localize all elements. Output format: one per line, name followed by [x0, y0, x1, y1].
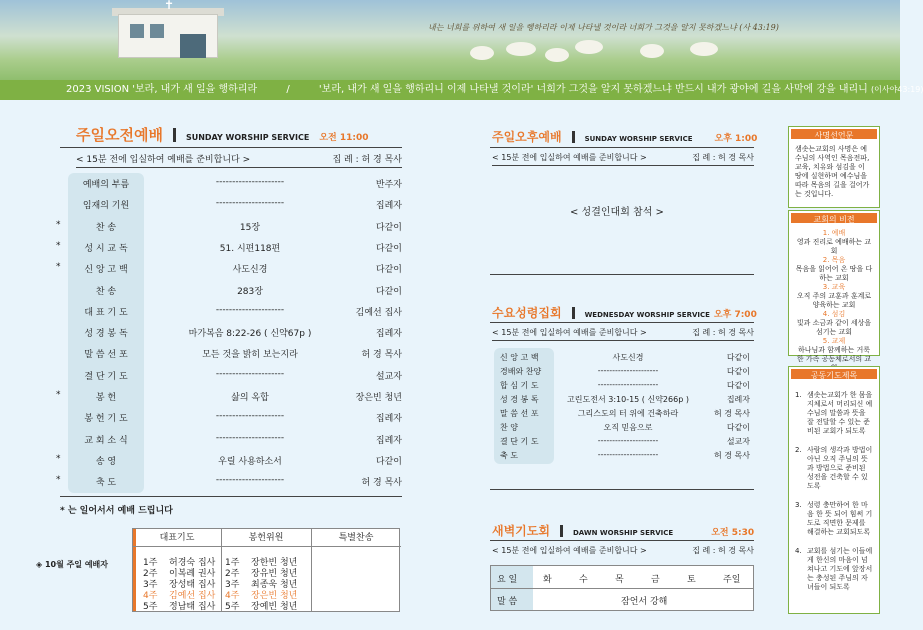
note-right: 집 례 : 허 경 목사	[692, 546, 754, 555]
divider	[490, 540, 754, 541]
order-item-leader: 설교자	[375, 371, 402, 382]
dawn-word-label: 말 씀	[497, 597, 518, 607]
monthly-label: ◈ 10월 주일 예배자	[36, 560, 109, 569]
prayer-name: 이복례 권사	[169, 569, 216, 579]
wed-item-leader: 다같이	[726, 423, 750, 432]
stand-marker: *	[56, 475, 61, 486]
wed-item-detail: ---------------------	[597, 436, 659, 445]
vision-item-text: 오직 주의 교훈과 훈계로 양육하는 교회	[796, 292, 872, 309]
order-item-detail: ---------------------	[215, 198, 285, 209]
window-icon	[150, 24, 164, 38]
order-item-leader: 허 경 목사	[361, 478, 402, 489]
order-row	[56, 322, 402, 344]
divider	[490, 147, 754, 148]
offering-name: 최종욱 청년	[251, 580, 298, 590]
sunday-am-time: 오전 11:00	[319, 133, 369, 143]
dawn-day: 토	[687, 575, 696, 585]
wed-item-detail: 오직 믿음으로	[603, 423, 653, 432]
dawn-day: 수	[579, 575, 588, 585]
order-item-detail: 사도신경	[232, 265, 268, 276]
header-banner	[0, 0, 900, 80]
offering-name: 장예빈 청년	[251, 602, 298, 612]
dawn-note	[492, 545, 754, 558]
wed-item-name: 성 경 봉 독	[500, 395, 539, 404]
sunday-pm-time: 오후 1:00	[714, 134, 758, 144]
wed-item-name: 신 앙 고 백	[500, 353, 539, 362]
order-item-detail: 15장	[239, 222, 261, 233]
order-item-name: 교 회 소 식	[84, 435, 128, 446]
banner-verse: 내는 너희를 위하여 새 일을 행하리라 이제 나타낼 것이라 너희가 그것을 알지 못하겠느냐 (사 43:19)	[428, 23, 779, 32]
title-divider	[572, 131, 575, 143]
divider	[60, 496, 402, 497]
order-item-detail: ---------------------	[215, 368, 285, 379]
sunday-am-note	[76, 152, 402, 168]
prayer-topic-num: 3.	[795, 501, 802, 509]
col-divider	[311, 529, 312, 611]
church-vision-list	[789, 225, 879, 377]
prayer-topic	[795, 501, 873, 537]
order-item-leader: 다같이	[375, 456, 402, 467]
prayer-topic-text: 샘솟는교회가 한 몸을 지체로서 머리되신 예수님의 말씀과 뜻을 잘 전달할 수 있는 준비된 교회가 되도록	[807, 391, 873, 435]
order-item-detail: 삶의 옥합	[231, 393, 269, 403]
row-divider	[491, 588, 753, 589]
note-left: < 15분 전에 입실하여 예배를 준비합니다 >	[492, 153, 647, 162]
cross-icon: ✝	[164, 0, 175, 12]
stand-marker: *	[56, 240, 61, 251]
order-item-leader: 다같이	[375, 265, 402, 276]
vision-item	[795, 310, 873, 337]
col-header-special: 특별찬송	[311, 529, 401, 547]
offering-week: 1주	[225, 558, 240, 568]
prayer-topics-list	[789, 381, 879, 606]
order-row	[56, 301, 402, 323]
wed-item-name: 찬 양	[500, 423, 518, 432]
vision-item-num: 5. 교제	[822, 337, 846, 345]
title-divider	[560, 525, 563, 537]
offering-name: 장한빈 청년	[251, 558, 298, 568]
order-item-detail: 51. 시편118편	[219, 243, 281, 254]
order-item-name: 찬 송	[95, 222, 117, 233]
prayer-topics-box	[788, 366, 880, 614]
vision-item-num: 1. 예배	[822, 229, 846, 237]
order-item-name: 대 표 기 도	[84, 307, 128, 318]
dawn-day: 목	[615, 575, 624, 585]
order-item-name: 성 시 교 독	[84, 243, 128, 254]
order-item-leader: 집례자	[375, 414, 402, 425]
order-item-detail: 마가복음 8:22-26 ( 신약67p )	[188, 329, 312, 340]
wednesday-header	[492, 304, 757, 321]
prayer-topic	[795, 547, 873, 592]
dawn-title-en: DAWN WORSHIP SERVICE	[572, 529, 674, 537]
order-item-name: 찬 송	[95, 286, 117, 297]
prayer-week: 3주	[143, 580, 158, 590]
prayer-name: 허경숙 집사	[169, 558, 216, 568]
sheep-icon	[506, 42, 536, 56]
vision-divider: /	[286, 84, 290, 95]
sunday-pm-body: < 성결인대회 참석 >	[570, 207, 664, 218]
order-item-detail: ---------------------	[215, 411, 285, 422]
offering-week: 3주	[225, 580, 240, 590]
sheep-icon	[575, 40, 603, 54]
prayer-topics-title: 공동기도제목	[789, 367, 879, 381]
wed-item-name: 경배와 찬양	[500, 367, 542, 376]
order-item-leader: 집례자	[375, 329, 402, 340]
order-item-leader: 집례자	[375, 435, 402, 446]
vision-item	[795, 256, 873, 283]
order-item-name: 신 앙 고 백	[84, 265, 128, 276]
sheep-icon	[545, 48, 569, 62]
wed-item-leader: 다같이	[726, 367, 750, 376]
note-right: 집 례 : 허 경 목사	[692, 328, 754, 337]
order-item-detail: 모든 것을 밝히 보는지라	[202, 350, 298, 361]
wed-item-leader: 다같이	[726, 381, 750, 390]
divider	[60, 147, 402, 148]
offering-name: 장은빈 청년	[251, 591, 298, 601]
prayer-topic	[795, 446, 873, 491]
sunday-am-header	[76, 124, 368, 145]
note-left: < 15분 전에 입실하여 예배를 준비합니다 >	[76, 155, 251, 165]
prayer-topic-num: 1.	[795, 391, 802, 399]
sunday-am-title: 주일오전예배	[76, 126, 163, 144]
order-item-name: 임재의 기원	[82, 201, 130, 212]
vision-item-text: 영과 진리로 예배하는 교회	[796, 238, 872, 255]
note-left: < 15분 전에 입실하여 예배를 준비합니다 >	[492, 546, 647, 555]
vision-text: '보라, 내가 새 일을 행하리니 이제 나타낼 것이라' 너희가 그것을 알지 못하겠느냐 반드시 내가 광야에 길을 사막에 강을 내리니	[318, 84, 868, 95]
wed-item-detail: ---------------------	[597, 450, 659, 459]
sunday-am-title-en: SUNDAY WORSHIP SERVICE	[185, 133, 310, 142]
wed-item-leader: 집례자	[726, 395, 750, 404]
prayer-name: 장성태 집사	[169, 580, 216, 590]
vision-item-num: 4. 섬김	[822, 310, 846, 318]
vision-item	[795, 283, 873, 310]
sheep-icon	[640, 44, 664, 58]
divider	[490, 322, 754, 323]
wed-item-name: 결 단 기 도	[500, 437, 539, 446]
offering-name: 장유빈 청년	[251, 569, 298, 579]
order-item-detail: ---------------------	[215, 432, 285, 443]
order-item-detail: 우릴 사용하소서	[218, 456, 282, 467]
order-row	[56, 471, 402, 493]
order-item-detail: ---------------------	[215, 304, 285, 315]
wed-item-detail: 고린도전서 3:10-15 ( 신약266p )	[567, 395, 689, 404]
order-row	[56, 429, 402, 451]
dawn-header	[492, 522, 754, 539]
order-item-leader: 다같이	[375, 222, 402, 233]
order-row	[56, 407, 402, 429]
order-item-name: 봉 헌	[95, 393, 117, 403]
vision-item-num: 2. 목음	[822, 256, 846, 264]
wed-item-leader: 허 경 목사	[714, 409, 750, 418]
order-row	[56, 216, 402, 238]
vision-item-text: 하나님과 함께하는 거룩한 가족 공동체로서의 교	[796, 346, 872, 363]
divider	[490, 274, 754, 275]
order-item-name: 성 경 봉 독	[84, 329, 128, 340]
window-icon	[130, 24, 144, 38]
sunday-pm-title: 주일오후예배	[492, 130, 562, 144]
prayer-name: 정남태 집사	[169, 602, 216, 612]
order-row	[56, 365, 402, 387]
order-row	[56, 237, 402, 259]
vision-item-text: 빛과 소금과 같이 세상을 섬기는 교회	[796, 319, 872, 336]
offering-week: 4주	[225, 591, 240, 601]
church-vision-title: 교회의 비전	[789, 211, 879, 225]
vision-bar	[0, 80, 923, 100]
sheep-icon	[690, 42, 718, 56]
order-row	[56, 173, 402, 195]
mission-title: 사명선언문	[789, 127, 879, 141]
stand-marker: *	[56, 390, 61, 400]
order-item-name: 예배의 부름	[82, 180, 130, 190]
order-item-leader: 집례자	[375, 201, 402, 212]
sunday-pm-title-en: SUNDAY WORSHIP SERVICE	[584, 135, 693, 143]
order-item-name: 봉 헌 기 도	[84, 414, 128, 425]
offering-week: 5주	[225, 602, 240, 612]
order-item-name: 축 도	[95, 478, 117, 489]
sheep-icon	[470, 46, 494, 60]
order-item-name: 말 씀 선 포	[84, 350, 128, 361]
note-right: 집 례 : 허 경 목사	[692, 153, 754, 162]
col-header-prayer: 대표기도	[133, 529, 221, 547]
prayer-name: 김예선 집사	[169, 591, 216, 601]
prayer-week: 2주	[143, 569, 158, 579]
stand-note: * 는 일어서서 예배 드립니다	[60, 506, 173, 516]
wed-item-detail: ---------------------	[597, 366, 659, 375]
stand-marker: *	[56, 453, 61, 464]
order-row	[56, 258, 402, 280]
wed-item-name: 축 도	[500, 451, 518, 460]
church-vision-box	[788, 210, 880, 363]
dawn-day: 주일	[723, 575, 741, 585]
vision-item-num: 3. 교육	[822, 283, 846, 291]
mission-text: 샘솟는교회의 사명은 예수님의 사역인 목음전파, 교육, 치유와 섬김을 이 땅에 실현하며 예수님을 따라 목음의 길을 걸어가는 것입니다.	[795, 145, 870, 198]
order-item-leader: 허 경 목사	[361, 350, 402, 361]
wed-item-detail: ---------------------	[597, 380, 659, 389]
monthly-table	[132, 528, 400, 612]
vision-ref: (이사야43:19)	[871, 85, 923, 94]
title-divider	[572, 307, 575, 319]
order-row	[56, 194, 402, 216]
order-item-name: 결 단 기 도	[84, 371, 128, 382]
vision-item	[795, 229, 873, 256]
wed-item-leader: 허 경 목사	[714, 451, 750, 460]
dawn-day: 화	[543, 575, 552, 585]
col-header-offering: 봉헌위원	[221, 529, 311, 547]
wednesday-note	[492, 327, 754, 341]
order-row	[56, 343, 402, 365]
note-right: 집 례 : 허 경 목사	[332, 155, 402, 165]
order-item-leader: 반주자	[375, 180, 402, 190]
dawn-schedule-table	[490, 565, 754, 611]
stand-marker: *	[56, 262, 61, 273]
order-item-leader: 장은빈 청년	[355, 393, 402, 403]
vision-title: 2023 VISION '보라, 내가 새 일을 행하리라	[66, 84, 258, 95]
wed-item-name: 합 심 기 도	[500, 381, 539, 390]
prayer-topic-text: 사람의 생각과 방법이 아닌 오직 주님의 뜻과 방법으로 준비된 성전을 건축할 수 있도록	[807, 446, 873, 490]
wed-item-detail: 그리스도의 터 위에 건축하라	[577, 409, 679, 418]
wed-item-leader: 다같이	[726, 353, 750, 362]
dawn-day: 금	[651, 575, 660, 585]
dawn-word: 잠언서 강해	[621, 597, 668, 607]
col-divider	[221, 529, 222, 611]
order-item-leader: 김예선 집사	[355, 307, 402, 318]
sunday-pm-header	[492, 128, 757, 145]
order-item-detail: ---------------------	[215, 475, 285, 486]
note-left: < 15분 전에 입실하여 예배를 준비합니다 >	[492, 328, 647, 337]
order-item-detail: ---------------------	[215, 177, 285, 187]
wed-item-name: 말 씀 선 포	[500, 409, 539, 418]
prayer-topic-num: 4.	[795, 547, 802, 555]
dawn-day-label: 요 일	[497, 575, 518, 585]
dawn-title: 새벽기도회	[492, 524, 550, 538]
prayer-week: 5주	[143, 602, 158, 612]
order-row	[56, 450, 402, 472]
dawn-time: 오전 5:30	[711, 528, 755, 538]
prayer-topic-num: 2.	[795, 446, 802, 454]
wed-item-leader: 설교자	[726, 437, 750, 446]
wednesday-time: 오후 7:00	[713, 310, 757, 320]
prayer-topic	[795, 391, 873, 436]
vision-item-text: 목음을 읽어어 온 땅을 다하는 교회	[795, 265, 873, 282]
order-item-detail: 283장	[237, 286, 263, 297]
divider	[490, 489, 754, 490]
order-item-name: 송 영	[95, 456, 117, 467]
mission-box	[788, 126, 880, 208]
wednesday-title: 수요성령집회	[492, 306, 562, 320]
order-row	[56, 280, 402, 302]
prayer-week: 1주	[143, 558, 158, 568]
wed-item-detail: 사도신경	[612, 353, 644, 362]
prayer-topic-text: 성령 충만하여 한 마음 한 뜻 되어 힘써 기도로 직면한 문제를 해결하는 교회되도록	[807, 501, 873, 536]
prayer-week: 4주	[143, 591, 158, 601]
order-item-leader: 다같이	[375, 286, 402, 297]
offering-week: 2주	[225, 569, 240, 579]
title-divider	[173, 128, 176, 142]
wednesday-title-en: WEDNESDAY WORSHIP SERVICE	[584, 311, 710, 319]
stand-marker: *	[56, 219, 61, 230]
door-icon	[180, 34, 206, 58]
order-row	[56, 386, 402, 408]
prayer-topic-text: 교회를 섬기는 이들에게 한신의 마음이 넘쳐나고 기도에 앞장서는 충성된 주님의 자녀들이 되도록	[807, 547, 873, 591]
sunday-pm-note	[492, 152, 754, 166]
order-item-leader: 다같이	[375, 243, 402, 254]
